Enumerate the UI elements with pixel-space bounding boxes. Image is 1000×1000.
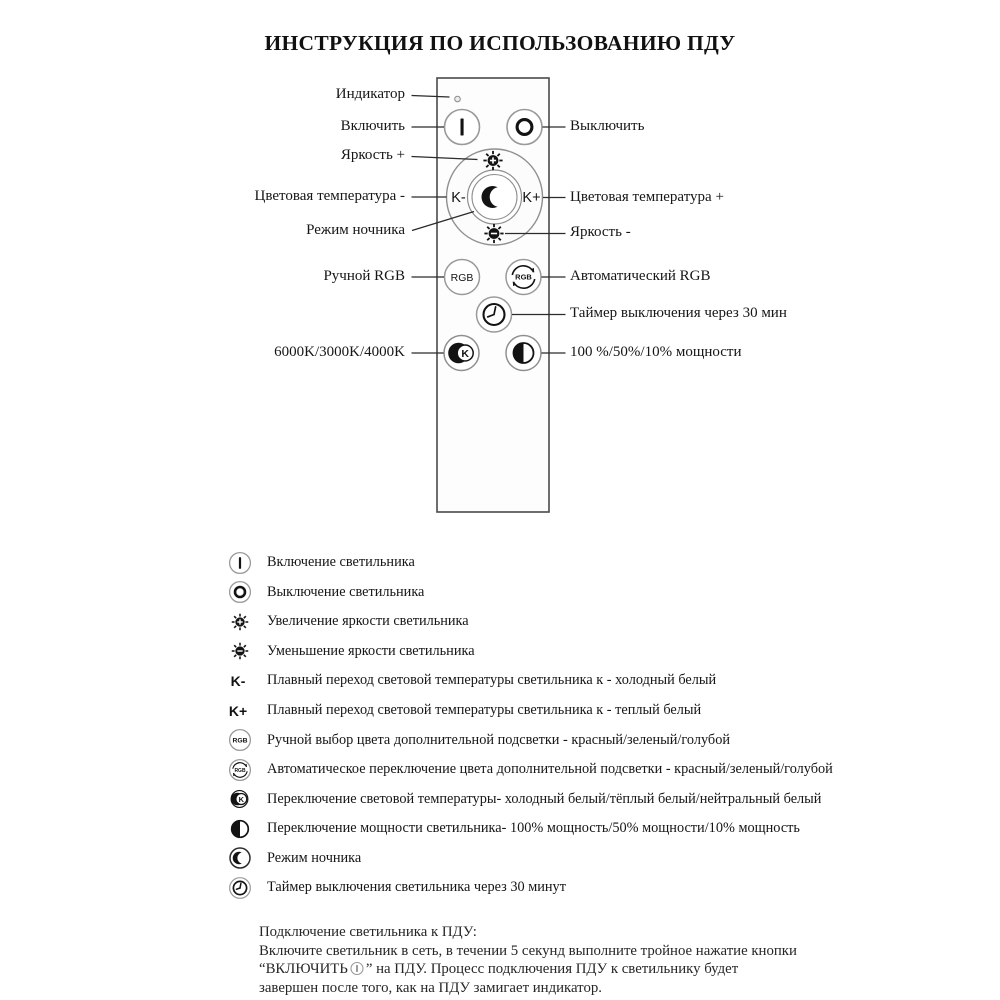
legend-label: Переключение мощности светильника- 100% мощность/50% мощности/10% мощность [267, 820, 800, 837]
k-plus-glyph [228, 699, 252, 723]
label-rgb-manual: Ручной RGB [323, 268, 405, 284]
label-indicator: Индикатор [335, 86, 405, 102]
footer-line: завершен после того, как на ПДУ замигает индикатор. [259, 979, 602, 996]
legend-label: Увеличение яркости светильника [267, 613, 469, 630]
brightness-down-icon [484, 224, 503, 243]
rgb-label: RGB [450, 272, 474, 284]
label-night-mode: Режим ночника [306, 222, 405, 238]
legend-label: Плавный переход световой температуры светильника к - холодный белый [267, 672, 717, 689]
moon-icon [482, 186, 510, 208]
label-timer: Таймер выключения через 30 мин [570, 305, 787, 321]
color-temp-toggle-button [444, 336, 479, 371]
night-mode-icon [228, 846, 252, 870]
legend-row [228, 873, 833, 903]
power-off-button [507, 110, 542, 145]
footer-line: Подключение светильника к ПДУ: [259, 924, 477, 940]
timer-button [477, 297, 512, 332]
legend-label: Выключение светильника [267, 583, 425, 600]
clock-icon [484, 304, 505, 325]
power-level-toggle-icon [228, 817, 252, 841]
legend-label: Включение светильника [267, 554, 415, 571]
label-power-on: Включить [340, 118, 405, 134]
label-power-levels: 100 %/50%/10% мощности [570, 344, 742, 360]
legend-label: Ручной выбор цвета дополнительной подсветки - красный/зеленый/голубой [267, 731, 730, 748]
svg-text:K-: K- [230, 672, 246, 689]
label-color-temp-presets: 6000K/3000K/4000K [274, 344, 405, 360]
label-brightness-up: Яркость + [340, 147, 405, 163]
rgb-auto-icon [228, 758, 252, 782]
k-letter: K [461, 348, 469, 360]
page-title: ИНСТРУКЦИЯ ПО ИСПОЛЬЗОВАНИЮ ПДУ [264, 31, 736, 55]
legend-row [228, 637, 833, 667]
legend [228, 548, 833, 903]
rgb-manual-icon [228, 728, 252, 752]
legend-row [228, 696, 833, 726]
k-plus-label: K+ [522, 190, 541, 206]
svg-text:RGB: RGB [232, 737, 248, 745]
legend-row [228, 784, 833, 814]
footer-line: “ВКЛЮЧИТЬ ” на ПДУ. Процесс подключения ПДУ к светильнику будет [259, 961, 739, 978]
svg-text:K+: K+ [228, 702, 248, 719]
legend-row [228, 725, 833, 755]
legend-label: Автоматическое переключение цвета дополнительной подсветки - красный/зеленый/голубой [267, 761, 833, 778]
legend-label: Уменьшение яркости светильника [267, 642, 475, 659]
rgb-auto-button [506, 260, 541, 295]
brightness-up-icon [483, 151, 502, 170]
footer-line: Включите светильник в сеть, в течении 5 секунд выполните тройное нажатие кнопки [259, 942, 797, 959]
label-color-temp-minus: Цветовая температура - [254, 188, 405, 204]
power-level-toggle-button [506, 336, 541, 371]
rgb-auto-label: RGB [515, 272, 532, 282]
legend-row [228, 578, 833, 608]
svg-text:RGB: RGB [234, 767, 246, 774]
power-on-icon [461, 119, 464, 136]
legend-row [228, 666, 833, 696]
legend-row [228, 548, 833, 578]
legend-label: Переключение световой температуры- холодный белый/тёплый белый/нейтральный белый [267, 790, 822, 807]
timer-icon [228, 876, 252, 900]
legend-row [228, 607, 833, 637]
rgb-manual-button [445, 260, 480, 295]
k-minus-glyph [228, 669, 252, 693]
brightness-up-icon [228, 610, 252, 634]
label-rgb-auto: Автоматический RGB [570, 268, 711, 284]
brightness-down-icon [228, 639, 252, 663]
legend-label: Режим ночника [267, 849, 362, 866]
label-color-temp-plus: Цветовая температура + [570, 189, 724, 205]
legend-row [228, 843, 833, 873]
color-temp-toggle-icon [228, 787, 252, 811]
legend-label: Плавный переход световой температуры светильника к - теплый белый [267, 702, 702, 718]
label-power-off: Выключить [570, 118, 645, 134]
k-minus-label: K- [451, 190, 466, 206]
indicator-led [455, 96, 461, 102]
power-on-icon [228, 551, 252, 575]
connection-instructions [259, 923, 797, 997]
legend-row [228, 755, 833, 785]
power-off-icon [228, 580, 252, 604]
label-brightness-down: Яркость - [570, 224, 631, 240]
power-on-inline-icon [349, 960, 365, 976]
legend-label: Таймер выключения светильника через 30 минут [267, 879, 566, 896]
svg-text:K: K [238, 794, 245, 804]
nav-pad [447, 149, 543, 245]
legend-row [228, 814, 833, 844]
power-on-button [445, 110, 480, 145]
